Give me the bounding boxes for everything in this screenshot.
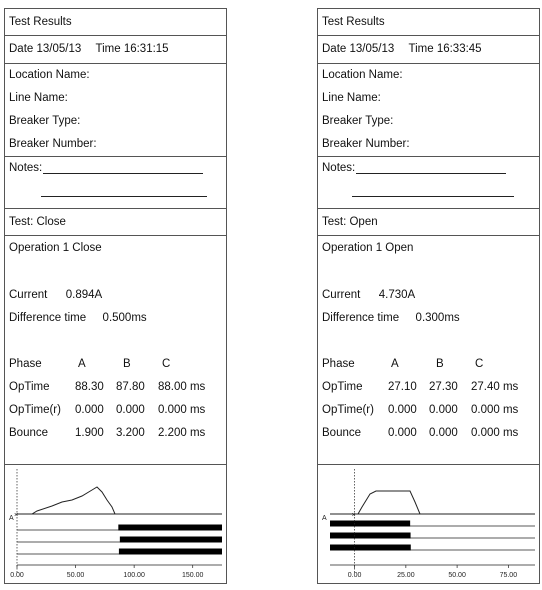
line-name-label: Line Name:: [322, 92, 381, 104]
line-name-label: Line Name:: [9, 92, 68, 104]
date-time-row: [5, 42, 226, 56]
phase-a-label: A: [391, 358, 399, 370]
operation-label: Operation 1 Close: [9, 242, 102, 254]
x-tick-label: 0.00: [347, 572, 362, 579]
current-trace-line: [17, 487, 115, 514]
optime-a-value: 27.10: [388, 381, 417, 393]
trigger-marker-icon: ×: [351, 512, 356, 519]
notes-line-1: [356, 173, 506, 174]
phase-a-label: A: [78, 358, 86, 370]
date-time-row: [318, 42, 539, 56]
x-tick-label: 25.00: [397, 572, 415, 579]
x-tick-label: 50.00: [448, 572, 466, 579]
contact-bar-c: [330, 545, 411, 551]
optime-r-label: OpTime(r): [322, 404, 374, 416]
optime-r-b-value: 0.000: [429, 404, 458, 416]
breaker-type-label: Breaker Type:: [322, 115, 394, 127]
current-value: 4.730A: [378, 289, 416, 301]
phase-b-label: B: [123, 358, 131, 370]
notes-label: Notes:: [9, 162, 43, 174]
x-tick-label: 75.00: [499, 572, 518, 579]
breaker-type-label: Breaker Type:: [9, 115, 81, 127]
x-tick-label: 50.00: [66, 572, 85, 579]
bounce-a-value: 1.900: [75, 427, 104, 439]
current-row: [318, 288, 539, 302]
time-value: 16:31:15: [123, 43, 169, 55]
difference-time-row: [318, 311, 539, 325]
optime-b-value: 87.80: [116, 381, 145, 393]
date-value: 13/05/13: [36, 43, 82, 55]
x-tick-label: 100.00: [123, 572, 145, 579]
date-label: Date: [322, 43, 347, 55]
trigger-marker-icon: ×: [14, 512, 19, 519]
time-value: 16:33:45: [436, 43, 482, 55]
phase-label: Phase: [9, 358, 42, 370]
difference-time-value: 0.500ms: [102, 312, 147, 324]
x-tick-label: 0.00: [10, 572, 24, 579]
date-value: 13/05/13: [349, 43, 395, 55]
operation-label: Operation 1 Open: [322, 242, 414, 254]
location-name-label: Location Name:: [322, 69, 403, 81]
waveform-svg: [7, 467, 224, 583]
waveform-chart-close: [7, 467, 224, 583]
optime-b-value: 27.30: [429, 381, 458, 393]
bounce-label: Bounce: [322, 427, 362, 439]
series-a-label: A: [9, 515, 14, 522]
optime-a-value: 88.30: [75, 381, 104, 393]
series-a-label: A: [322, 515, 327, 522]
contact-bar-b: [330, 533, 411, 539]
phase-c-label: C: [162, 358, 171, 370]
bounce-c-value: 2.200 ms: [158, 427, 206, 439]
test-label: Test: Close: [9, 216, 66, 228]
waveform-chart-open: [320, 467, 537, 583]
notes-label: Notes:: [322, 162, 356, 174]
optime-r-c-value: 0.000 ms: [471, 404, 519, 416]
optime-r-c-value: 0.000 ms: [158, 404, 206, 416]
test-results-panel-close: [4, 8, 227, 584]
difference-time-row: [5, 311, 226, 325]
optime-r-label: OpTime(r): [9, 404, 61, 416]
waveform-svg: [320, 467, 537, 583]
bounce-c-value: 0.000 ms: [471, 427, 519, 439]
panel-title: Test Results: [9, 16, 72, 28]
phase-label: Phase: [322, 358, 355, 370]
breaker-number-label: Breaker Number:: [322, 138, 410, 150]
optime-r-a-value: 0.000: [388, 404, 417, 416]
current-value: 0.894A: [65, 289, 103, 301]
optime-r-b-value: 0.000: [116, 404, 145, 416]
optime-r-a-value: 0.000: [75, 404, 104, 416]
difference-time-label: Difference time: [322, 312, 400, 324]
bounce-a-value: 0.000: [388, 427, 417, 439]
contact-bar-a: [330, 521, 410, 527]
difference-time-label: Difference time: [9, 312, 87, 324]
notes-line-2: [352, 196, 514, 197]
optime-c-value: 88.00 ms: [158, 381, 206, 393]
time-label: Time: [95, 43, 121, 55]
current-label: Current: [9, 289, 48, 301]
contact-bar-a: [118, 525, 222, 531]
bounce-b-value: 0.000: [429, 427, 458, 439]
phase-c-label: C: [475, 358, 484, 370]
bounce-label: Bounce: [9, 427, 49, 439]
test-results-panel-open: [317, 8, 540, 584]
difference-time-value: 0.300ms: [415, 312, 460, 324]
test-label: Test: Open: [322, 216, 378, 228]
current-label: Current: [322, 289, 361, 301]
panel-title: Test Results: [322, 16, 385, 28]
contact-bar-b: [120, 537, 222, 543]
x-tick-label: 150.00: [182, 572, 204, 579]
breaker-number-label: Breaker Number:: [9, 138, 97, 150]
bounce-b-value: 3.200: [116, 427, 145, 439]
current-row: [5, 288, 226, 302]
optime-c-value: 27.40 ms: [471, 381, 519, 393]
optime-label: OpTime: [322, 381, 363, 393]
notes-line-2: [41, 196, 207, 197]
notes-line-1: [43, 173, 203, 174]
phase-b-label: B: [436, 358, 444, 370]
time-label: Time: [408, 43, 434, 55]
date-label: Date: [9, 43, 34, 55]
current-trace-line: [330, 491, 420, 514]
contact-bar-c: [119, 549, 222, 555]
optime-label: OpTime: [9, 381, 50, 393]
location-name-label: Location Name:: [9, 69, 90, 81]
